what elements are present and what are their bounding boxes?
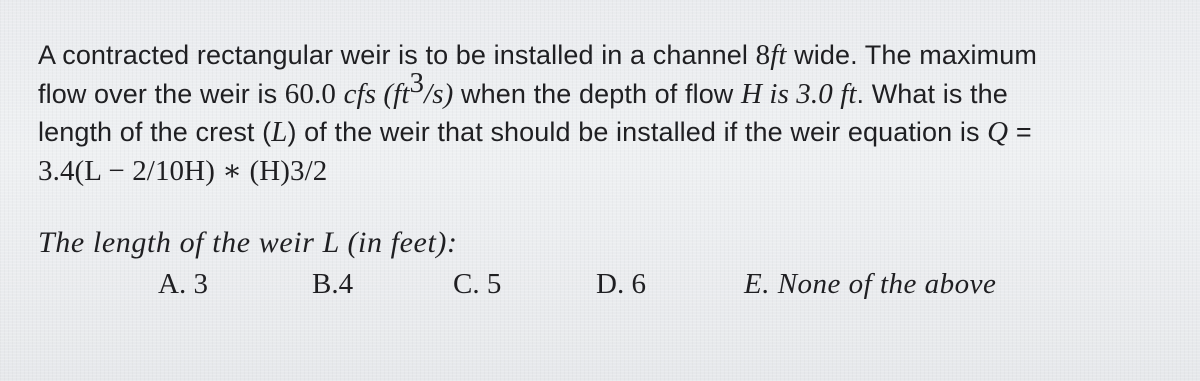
max-flow-value: 60.0 xyxy=(284,77,336,110)
channel-width-value: 8 xyxy=(755,39,771,71)
problem-line-2 xyxy=(38,66,1198,114)
problem-line-1 xyxy=(38,36,1198,75)
crest-length-symbol: L xyxy=(271,116,288,148)
option-d[interactable]: D. 6 xyxy=(596,268,646,300)
option-a[interactable]: A. 3 xyxy=(158,268,208,300)
equals-sign: = xyxy=(1008,117,1032,147)
max-flow-unit: cfs xyxy=(343,77,377,110)
weir-equation: 3.4(L − 2/10H) ∗ (H)3/2 xyxy=(38,154,328,187)
flow-unit-exponent: 3 xyxy=(409,66,425,99)
problem-text: wide. The maximum xyxy=(786,40,1037,70)
flow-unit-open: (ft xyxy=(376,77,410,110)
problem-line-3 xyxy=(38,113,1198,152)
flow-symbol: Q xyxy=(987,116,1009,148)
problem-text: . What is the xyxy=(856,78,1008,109)
problem-text: ) of the weir that should be installed if the weir equation is xyxy=(287,117,988,147)
problem-text: length of the crest ( xyxy=(38,117,272,147)
problem-text: flow over the weir is xyxy=(38,78,285,109)
problem-text: when the depth of flow xyxy=(453,78,742,109)
option-b[interactable]: B.4 xyxy=(312,268,354,300)
problem-text: A contracted rectangular weir is to be installed in a channel xyxy=(38,40,756,70)
problem-statement xyxy=(38,36,1198,190)
flow-depth-expression: H is 3.0 ft xyxy=(741,77,857,110)
channel-width-unit: ft xyxy=(770,39,787,71)
flow-unit-close: /s) xyxy=(424,77,454,110)
option-c[interactable]: C. 5 xyxy=(453,268,502,300)
question-prompt: The length of the weir L (in feet): xyxy=(38,226,458,259)
option-e[interactable]: E. None of the above xyxy=(744,268,997,300)
